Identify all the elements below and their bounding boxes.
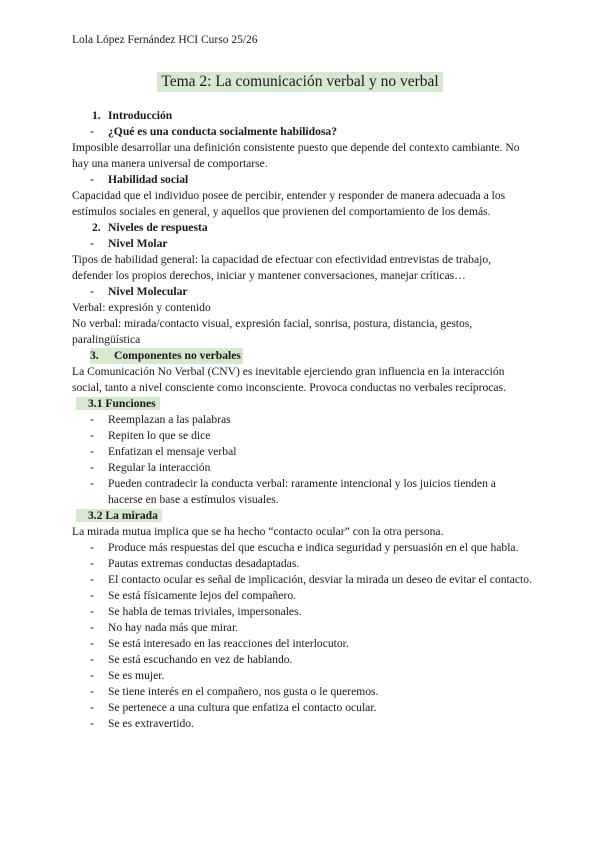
subheading-text: ¿Qué es una conducta socialmente habilidosa? <box>108 125 337 138</box>
paragraph: Verbal: expresión y contenido <box>72 301 211 314</box>
list-item <box>72 636 532 652</box>
paragraph: Tipos de habilidad general: la capacidad de efectuar con efectividad entrevistas de trabajo, defender los propios derechos, iniciar y mantener conversaciones, manejar críticas… <box>72 253 492 282</box>
page-title: Tema 2: La comunicación verbal y no verbal <box>157 72 442 92</box>
dash-bullet: - <box>90 125 94 138</box>
dash-bullet: - <box>90 541 94 554</box>
dash-bullet: - <box>90 237 94 250</box>
paragraph: La Comunicación No Verbal (CNV) es inevitable ejerciendo gran influencia en la interacción social, tanto a nivel consciente como inconsciente. Provoca conductas no verbales recíprocas. <box>72 365 506 394</box>
section-2-heading <box>72 220 532 236</box>
list-item-text: Se pertenece a una cultura que enfatiza el contacto ocular. <box>108 701 377 714</box>
subheading-molecular <box>72 284 532 300</box>
dash-bullet: - <box>90 573 94 586</box>
list-item-text: Produce más respuestas del que escucha e indica seguridad y persuasión en el que habla. <box>108 541 519 554</box>
section-title: Niveles de respuesta <box>108 221 208 234</box>
paragraph: Capacidad que el individuo posee de percibir, entender y responder de manera adecuada a los estímulos sociales en general, y aquellos que provienen del comportamiento de los demás. <box>72 189 506 218</box>
dash-bullet: - <box>90 557 94 570</box>
dash-bullet: - <box>90 445 94 458</box>
list-item <box>72 684 532 700</box>
dash-bullet: - <box>90 685 94 698</box>
list-item <box>72 476 532 508</box>
list-item-text: Regular la interacción <box>108 461 211 474</box>
document-body <box>72 108 532 732</box>
dash-bullet: - <box>90 413 94 426</box>
dash-bullet: - <box>90 621 94 634</box>
list-item-text: Se es mujer. <box>108 669 165 682</box>
list-item <box>72 556 532 572</box>
list-item <box>72 604 532 620</box>
section-1-heading <box>72 108 532 124</box>
subheading-molar <box>72 236 532 252</box>
paragraph: Imposible desarrollar una definición consistente puesto que depende del contexto cambiante. No hay una manera universal de comportarse. <box>72 141 520 170</box>
list-item-text: El contacto ocular es señal de implicación, desviar la mirada un deseo de evitar el contacto. <box>108 573 532 586</box>
list-item-text: Se está interesado en las reacciones del interlocutor. <box>108 637 349 650</box>
subsection-mirada <box>72 508 532 524</box>
dash-bullet: - <box>90 477 94 490</box>
list-item <box>72 540 532 556</box>
list-item <box>72 572 532 588</box>
subsection-title: 3.2 La mirada <box>76 509 162 522</box>
dash-bullet: - <box>90 285 94 298</box>
section-3-heading <box>72 348 532 364</box>
title-wrapper <box>0 72 600 92</box>
list-item <box>72 620 532 636</box>
list-item-text: Repiten lo que se dice <box>108 429 211 442</box>
subheading-habilidad <box>72 172 532 188</box>
list-item-text: Se tiene interés en el compañero, nos gusta o le queremos. <box>108 685 379 698</box>
dash-bullet: - <box>90 173 94 186</box>
list-item <box>72 412 532 428</box>
section-number: 3. <box>90 348 112 364</box>
list-item <box>72 444 532 460</box>
subheading-conducta <box>72 124 532 140</box>
dash-bullet: - <box>90 717 94 730</box>
page-header: Lola López Fernández HCI Curso 25/26 <box>72 34 258 46</box>
subheading-text: Nivel Molecular <box>108 285 188 298</box>
paragraph: No verbal: mirada/contacto visual, expresión facial, sonrisa, postura, distancia, gestos, paralingüística <box>72 317 473 346</box>
dash-bullet: - <box>90 429 94 442</box>
section-number: 2. <box>92 221 101 234</box>
paragraph: La mirada mutua implica que se ha hecho “contacto ocular” con la otra persona. <box>72 525 444 538</box>
list-item <box>72 700 532 716</box>
list-item <box>72 588 532 604</box>
list-item-text: Pautas extremas conductas desadaptadas. <box>108 557 300 570</box>
list-item <box>72 460 532 476</box>
section-title: Componentes no verbales <box>114 349 241 362</box>
list-item-text: No hay nada más que mirar. <box>108 621 239 634</box>
dash-bullet: - <box>90 461 94 474</box>
dash-bullet: - <box>90 637 94 650</box>
dash-bullet: - <box>90 589 94 602</box>
dash-bullet: - <box>90 669 94 682</box>
list-item-text: Se habla de temas triviales, impersonales. <box>108 605 302 618</box>
list-item <box>72 716 532 732</box>
list-item-text: Se es extravertido. <box>108 717 194 730</box>
dash-bullet: - <box>90 605 94 618</box>
dash-bullet: - <box>90 653 94 666</box>
section-number: 1. <box>92 109 101 122</box>
section-title: Introducción <box>108 109 173 122</box>
list-item <box>72 668 532 684</box>
subsection-title: 3.1 Funciones <box>76 397 160 410</box>
dash-bullet: - <box>90 701 94 714</box>
list-item-text: Se está escuchando en vez de hablando. <box>108 653 293 666</box>
subsection-funciones <box>72 396 532 412</box>
list-item-text: Enfatizan el mensaje verbal <box>108 445 237 458</box>
list-item-text: Se está físicamente lejos del compañero. <box>108 589 297 602</box>
subheading-text: Habilidad social <box>108 173 189 186</box>
list-item <box>72 428 532 444</box>
subheading-text: Nivel Molar <box>108 237 168 250</box>
list-item-text: Pueden contradecir la conducta verbal: raramente intencional y los juicios tienden a hacerse en base a estímulos visuales. <box>108 477 496 506</box>
list-item-text: Reemplazan a las palabras <box>108 413 231 426</box>
list-item <box>72 652 532 668</box>
